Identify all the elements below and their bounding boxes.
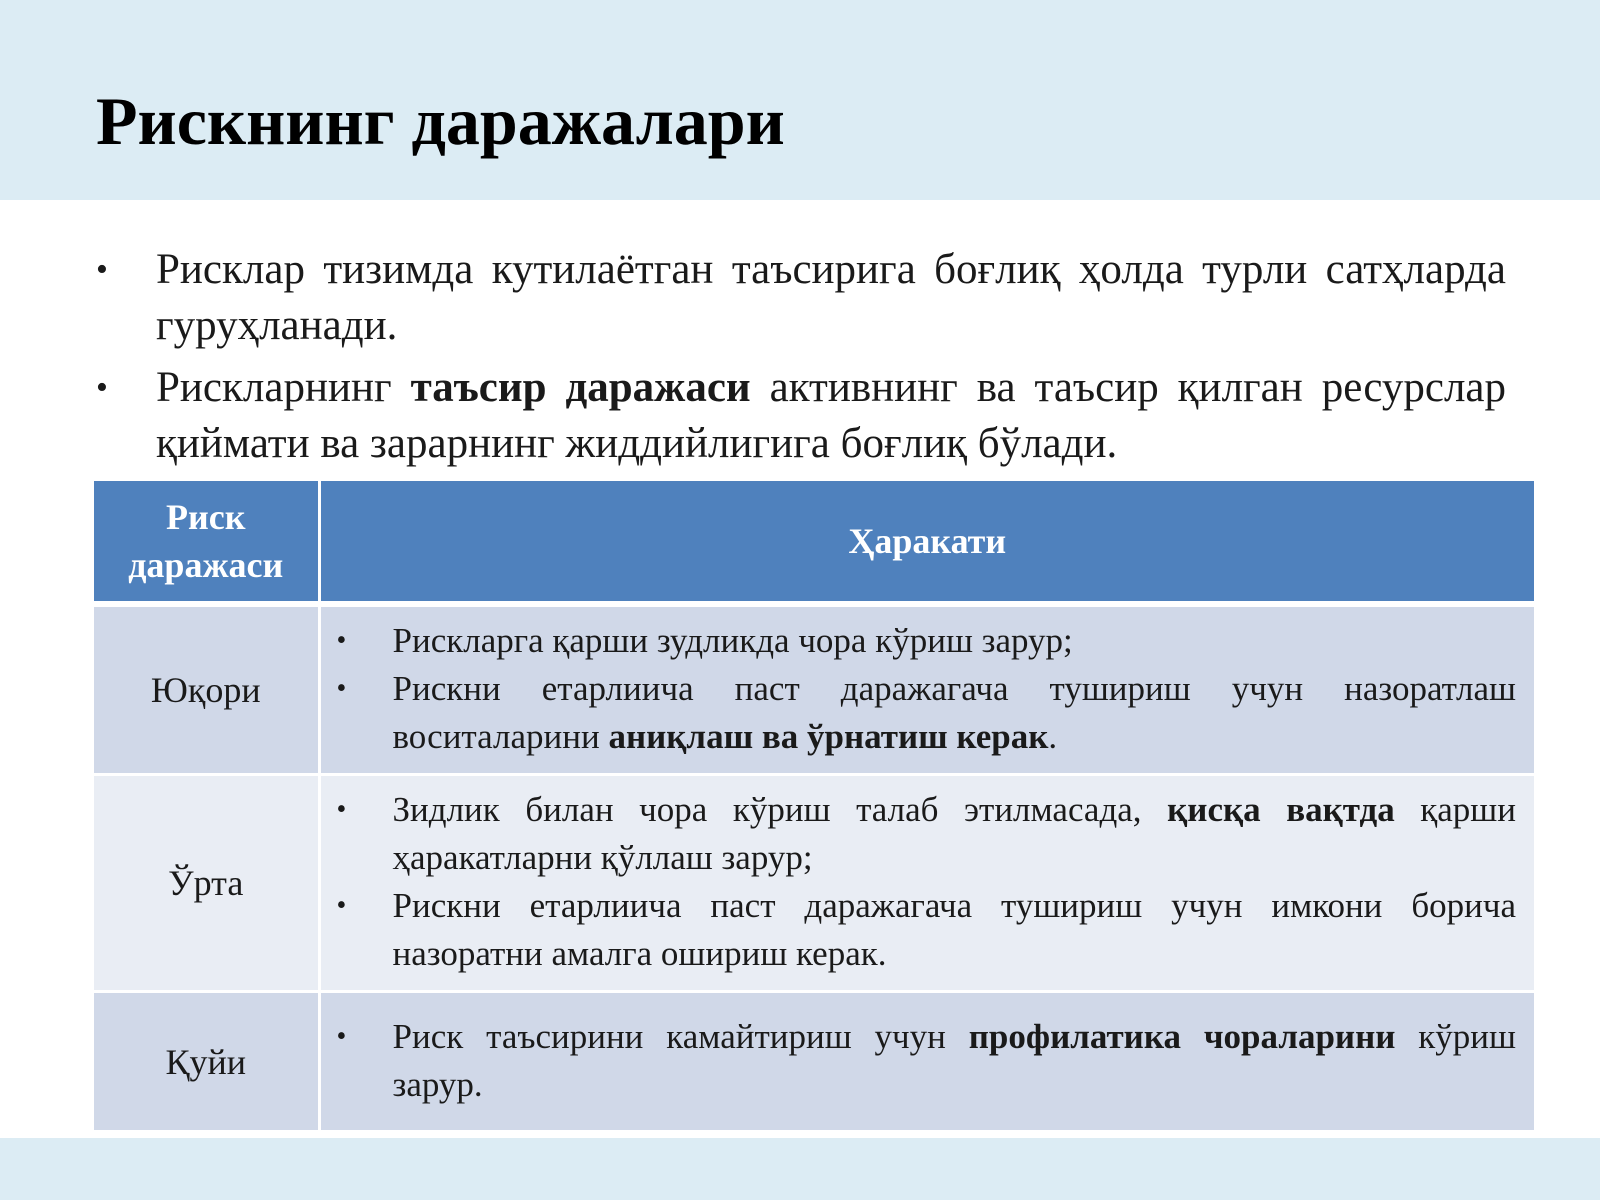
action-emphasis: аниқлаш ва ўрнатиш керак (608, 717, 1049, 756)
action-item (337, 617, 1517, 665)
intro-text: активнинг ва таъсир қилган ресурслар қиймати ва зарарнинг жиддийлигига боғлиқ бўлади. (156, 364, 1506, 467)
risk-action-cell (319, 992, 1534, 1132)
action-text: қарши ҳаракатларни қўллаш зарур; (392, 790, 1516, 877)
intro-emphasis: таъсир даражаси (410, 364, 751, 411)
action-list (337, 1013, 1517, 1109)
action-emphasis: профилатика чораларини (968, 1016, 1396, 1056)
risk-level-cell: Ўрта (94, 775, 319, 992)
bullet-icon: • (96, 251, 108, 288)
table-row (94, 604, 1534, 775)
column-header-action: Ҳаракати (319, 481, 1534, 604)
bullet-icon: • (336, 890, 347, 921)
bullet-icon: • (336, 673, 347, 704)
action-text: . (1048, 717, 1058, 756)
action-item (337, 1013, 1517, 1109)
action-text: Зидлик билан чора кўриш талаб этилмасада, (392, 790, 1168, 829)
action-text: Рискни етарлиича паст даражагача тушириш учун назоратлаш воситаларини (392, 669, 1516, 756)
risk-levels-table (94, 481, 1534, 1133)
intro-item (96, 242, 1506, 354)
slide-title: Рискнинг даражалари (96, 83, 785, 159)
action-item (337, 665, 1517, 761)
action-text: кўриш зарур. (392, 1016, 1516, 1104)
action-text: Риск таъсирини камайтириш учун (392, 1016, 969, 1056)
table-row (94, 992, 1534, 1132)
column-header-level: Риск даражаси (94, 481, 319, 604)
bullet-icon: • (336, 1020, 347, 1052)
intro-item (96, 360, 1506, 472)
action-list (337, 786, 1517, 978)
bullet-icon: • (336, 625, 347, 656)
action-item (337, 786, 1517, 882)
table-header-row (94, 481, 1534, 604)
intro-list (96, 242, 1506, 478)
table-row (94, 775, 1534, 992)
risk-level-cell: Қуйи (94, 992, 319, 1132)
action-item (337, 882, 1517, 978)
action-list (337, 617, 1517, 761)
action-text: Рискларга қарши зудликда чора кўриш зарур; (392, 621, 1073, 660)
intro-text: Рискларнинг (156, 364, 411, 411)
action-text: Рискни етарлиича паст даражагача тушириш учун имкони борича назоратни амалга ошириш керак. (392, 886, 1516, 973)
action-emphasis: қисқа вақтда (1167, 790, 1395, 829)
risk-action-cell (319, 775, 1534, 992)
risk-level-cell: Юқори (94, 604, 319, 775)
bullet-icon: • (336, 794, 347, 825)
risk-action-cell (319, 604, 1534, 775)
bullet-icon: • (96, 369, 108, 406)
intro-text: Рисклар тизимда кутилаётган таъсирига боғлиқ ҳолда турли сатҳларда гуруҳланади. (156, 246, 1506, 349)
footer-band (0, 1138, 1600, 1200)
